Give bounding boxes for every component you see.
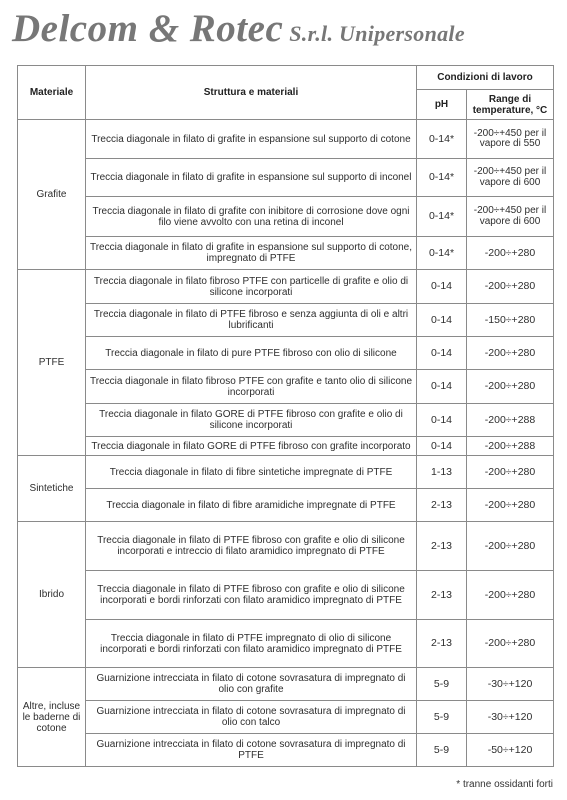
structure-cell: Treccia diagonale in filato di fibre aramidiche impregnate di PTFE xyxy=(86,489,417,522)
ph-cell: 2-13 xyxy=(417,571,467,620)
structure-cell: Treccia diagonale in filato fibroso PTFE con grafite e tanto olio di silicone incorporati xyxy=(86,370,417,404)
header-struttura: Struttura e materiali xyxy=(86,66,417,120)
ph-cell: 0-14 xyxy=(417,337,467,370)
company-legal-form: S.r.l. Unipersonale xyxy=(289,21,465,46)
structure-cell: Treccia diagonale in filato di grafite in espansione sul supporto di cotone xyxy=(86,120,417,159)
temperature-range-cell: -30÷+120 xyxy=(467,701,554,734)
structure-cell: Treccia diagonale in filato di fibre sintetiche impregnate di PTFE xyxy=(86,456,417,489)
temperature-range-cell: -200÷+450 per il vapore di 600 xyxy=(467,159,554,197)
table-row xyxy=(18,197,554,237)
material-cell: Sintetiche xyxy=(18,456,86,522)
structure-cell: Guarnizione intrecciata in filato di cotone sovrasatura di impregnato di PTFE xyxy=(86,734,417,767)
material-cell: Ibrido xyxy=(18,522,86,668)
ph-cell: 2-13 xyxy=(417,489,467,522)
structure-cell: Treccia diagonale in filato di PTFE fibroso con grafite e olio di silicone incorporati e intreccio di filato aramidico impregnato di PTFE xyxy=(86,522,417,571)
ph-cell: 2-13 xyxy=(417,620,467,668)
structure-cell: Treccia diagonale in filato di grafite in espansione sul supporto di inconel xyxy=(86,159,417,197)
structure-cell: Treccia diagonale in filato GORE di PTFE fibroso con grafite e olio di silicone incorporati xyxy=(86,404,417,437)
ph-cell: 5-9 xyxy=(417,668,467,701)
table-row xyxy=(18,701,554,734)
table-row xyxy=(18,304,554,337)
table-row xyxy=(18,404,554,437)
header-condizioni: Condizioni di lavoro xyxy=(417,66,554,90)
temperature-range-cell: -200÷+288 xyxy=(467,404,554,437)
structure-cell: Treccia diagonale in filato di grafite in espansione sul supporto di cotone, impregnato di PTFE xyxy=(86,237,417,270)
table-row xyxy=(18,159,554,197)
ph-cell: 0-14* xyxy=(417,159,467,197)
ph-cell: 5-9 xyxy=(417,701,467,734)
structure-cell: Treccia diagonale in filato di PTFE fibroso e senza aggiunta di oli e altri lubrificanti xyxy=(86,304,417,337)
structure-cell: Treccia diagonale in filato di PTFE impregnato di olio di silicone incorporati e bordi rinforzati con filato aramidico impregnato di PTFE xyxy=(86,620,417,668)
structure-cell: Treccia diagonale in filato fibroso PTFE con particelle di grafite e olio di silicone incorporati xyxy=(86,270,417,304)
material-cell: PTFE xyxy=(18,270,86,456)
ph-cell: 0-14 xyxy=(417,270,467,304)
ph-cell: 5-9 xyxy=(417,734,467,767)
table-row xyxy=(18,620,554,668)
table-row xyxy=(18,734,554,767)
table-header xyxy=(18,66,554,120)
ph-cell: 0-14* xyxy=(417,237,467,270)
temperature-range-cell: -200÷+280 xyxy=(467,456,554,489)
temperature-range-cell: -200÷+280 xyxy=(467,489,554,522)
structure-cell: Treccia diagonale in filato di pure PTFE fibroso con olio di silicone xyxy=(86,337,417,370)
table-row xyxy=(18,270,554,304)
table-row xyxy=(18,337,554,370)
temperature-range-cell: -200÷+280 xyxy=(467,522,554,571)
temperature-range-cell: -200÷+280 xyxy=(467,237,554,270)
table-row xyxy=(18,437,554,456)
table-row xyxy=(18,489,554,522)
table-row xyxy=(18,120,554,159)
temperature-range-cell: -200÷+280 xyxy=(467,620,554,668)
structure-cell: Treccia diagonale in filato GORE di PTFE fibroso con grafite incorporato xyxy=(86,437,417,456)
temperature-range-cell: -150÷+280 xyxy=(467,304,554,337)
temperature-range-cell: -50÷+120 xyxy=(467,734,554,767)
temperature-range-cell: -200÷+280 xyxy=(467,571,554,620)
table-row xyxy=(18,668,554,701)
header-materiale: Materiale xyxy=(18,66,86,120)
header-range: Range di temperature, °C xyxy=(467,90,554,120)
company-logo xyxy=(12,6,557,50)
table-row xyxy=(18,237,554,270)
temperature-range-cell: -200÷+288 xyxy=(467,437,554,456)
structure-cell: Treccia diagonale in filato di PTFE fibroso con grafite e olio di silicone incorporati e bordi rinforzati con filato aramidico impregnato di PTFE xyxy=(86,571,417,620)
table-row xyxy=(18,370,554,404)
ph-cell: 2-13 xyxy=(417,522,467,571)
structure-cell: Treccia diagonale in filato di grafite con inibitore di corrosione dove ogni filo viene avvolto con una retina di inconel xyxy=(86,197,417,237)
material-cell: Altre, incluse le baderne di cotone xyxy=(18,668,86,767)
temperature-range-cell: -200÷+450 per il vapore di 550 xyxy=(467,120,554,159)
ph-cell: 0-14* xyxy=(417,120,467,159)
structure-cell: Guarnizione intrecciata in filato di cotone sovrasatura di impregnato di olio con grafite xyxy=(86,668,417,701)
table-body xyxy=(18,120,554,767)
table-row xyxy=(18,456,554,489)
material-cell: Grafite xyxy=(18,120,86,270)
ph-cell: 0-14 xyxy=(417,370,467,404)
temperature-range-cell: -200÷+450 per il vapore di 600 xyxy=(467,197,554,237)
ph-cell: 0-14* xyxy=(417,197,467,237)
table-row xyxy=(18,522,554,571)
company-name: Delcom & Rotec xyxy=(12,7,284,50)
table-row xyxy=(18,571,554,620)
ph-cell: 0-14 xyxy=(417,304,467,337)
temperature-range-cell: -200÷+280 xyxy=(467,370,554,404)
temperature-range-cell: -200÷+280 xyxy=(467,270,554,304)
temperature-range-cell: -30÷+120 xyxy=(467,668,554,701)
ph-cell: 1-13 xyxy=(417,456,467,489)
temperature-range-cell: -200÷+280 xyxy=(467,337,554,370)
ph-cell: 0-14 xyxy=(417,437,467,456)
structure-cell: Guarnizione intrecciata in filato di cotone sovrasatura di impregnato di olio con talco xyxy=(86,701,417,734)
ph-cell: 0-14 xyxy=(417,404,467,437)
footnote: * tranne ossidanti forti xyxy=(456,779,553,790)
header-ph: pH xyxy=(417,90,467,120)
packing-materials-table xyxy=(17,65,554,767)
